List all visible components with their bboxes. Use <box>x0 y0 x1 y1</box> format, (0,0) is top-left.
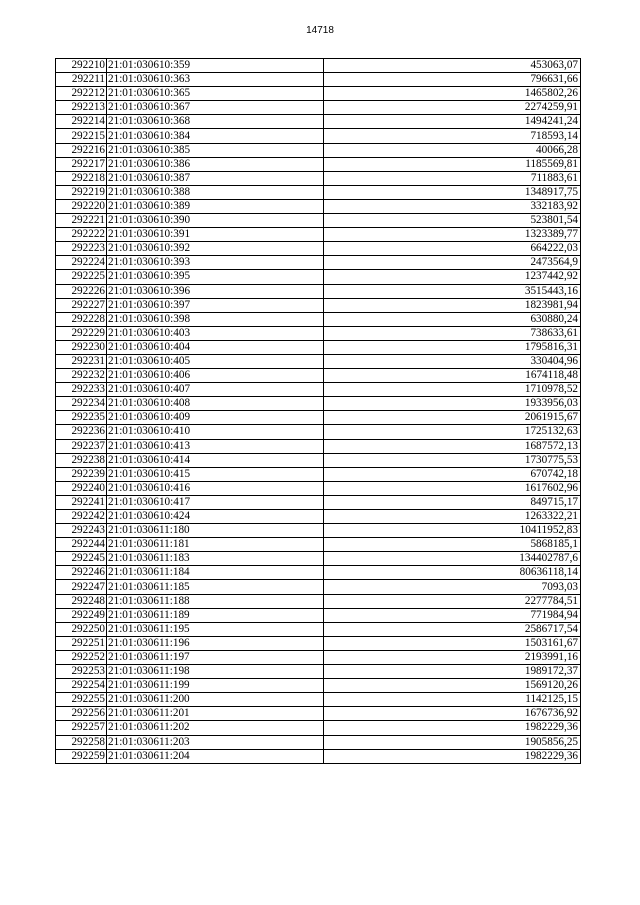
cadastral-value-cell: 1710978,52 <box>324 383 581 397</box>
cadastral-number-cell: 21:01:030610:410 <box>107 425 324 439</box>
row-number-cell: 292236 <box>56 425 107 439</box>
table-row <box>56 397 581 411</box>
cadastral-number-cell: 21:01:030610:385 <box>107 143 324 157</box>
table-row <box>56 566 581 580</box>
table-row <box>56 354 581 368</box>
cadastral-number-cell: 21:01:030611:195 <box>107 622 324 636</box>
row-number-cell: 292249 <box>56 608 107 622</box>
table-row <box>56 157 581 171</box>
row-number-cell: 292212 <box>56 87 107 101</box>
row-number-cell: 292230 <box>56 340 107 354</box>
cadastral-value-table <box>55 58 581 764</box>
row-number-cell: 292256 <box>56 707 107 721</box>
row-number-cell: 292244 <box>56 538 107 552</box>
table-row <box>56 735 581 749</box>
table-row <box>56 524 581 538</box>
row-number-cell: 292253 <box>56 665 107 679</box>
table-row <box>56 115 581 129</box>
cadastral-value-cell: 2193991,16 <box>324 650 581 664</box>
table-row <box>56 707 581 721</box>
table-row <box>56 495 581 509</box>
row-number-cell: 292252 <box>56 650 107 664</box>
table-row <box>56 256 581 270</box>
cadastral-number-cell: 21:01:030611:200 <box>107 693 324 707</box>
cadastral-number-cell: 21:01:030610:406 <box>107 369 324 383</box>
row-number-cell: 292221 <box>56 214 107 228</box>
row-number-cell: 292245 <box>56 552 107 566</box>
row-number-cell: 292219 <box>56 185 107 199</box>
cadastral-number-cell: 21:01:030610:368 <box>107 115 324 129</box>
row-number-cell: 292225 <box>56 270 107 284</box>
table-row <box>56 383 581 397</box>
cadastral-value-cell: 1503161,67 <box>324 636 581 650</box>
cadastral-number-cell: 21:01:030610:415 <box>107 467 324 481</box>
table-row <box>56 538 581 552</box>
cadastral-value-cell: 523801,54 <box>324 214 581 228</box>
cadastral-value-cell: 1795816,31 <box>324 340 581 354</box>
cadastral-number-cell: 21:01:030610:390 <box>107 214 324 228</box>
cadastral-number-cell: 21:01:030610:396 <box>107 284 324 298</box>
table-row <box>56 185 581 199</box>
table-row <box>56 242 581 256</box>
cadastral-value-cell: 664222,03 <box>324 242 581 256</box>
cadastral-value-cell: 1730775,53 <box>324 453 581 467</box>
cadastral-number-cell: 21:01:030611:199 <box>107 679 324 693</box>
table-row <box>56 636 581 650</box>
cadastral-number-cell: 21:01:030610:365 <box>107 87 324 101</box>
row-number-cell: 292218 <box>56 171 107 185</box>
cadastral-value-cell: 711883,61 <box>324 171 581 185</box>
cadastral-value-cell: 1237442,92 <box>324 270 581 284</box>
table-row <box>56 326 581 340</box>
table-row <box>56 340 581 354</box>
cadastral-value-cell: 134402787,6 <box>324 552 581 566</box>
cadastral-value-cell: 80636118,14 <box>324 566 581 580</box>
row-number-cell: 292233 <box>56 383 107 397</box>
table-row <box>56 693 581 707</box>
table-row <box>56 580 581 594</box>
row-number-cell: 292228 <box>56 312 107 326</box>
table-row <box>56 143 581 157</box>
row-number-cell: 292237 <box>56 439 107 453</box>
cadastral-value-cell: 771984,94 <box>324 608 581 622</box>
table-row <box>56 369 581 383</box>
cadastral-number-cell: 21:01:030610:392 <box>107 242 324 256</box>
table-row <box>56 101 581 115</box>
cadastral-value-cell: 1982229,36 <box>324 721 581 735</box>
cadastral-number-cell: 21:01:030610:403 <box>107 326 324 340</box>
table-row <box>56 679 581 693</box>
cadastral-value-cell: 40066,28 <box>324 143 581 157</box>
table-row <box>56 594 581 608</box>
table-row <box>56 467 581 481</box>
cadastral-value-cell: 1263322,21 <box>324 510 581 524</box>
cadastral-value-cell: 630880,24 <box>324 312 581 326</box>
cadastral-value-cell: 2586717,54 <box>324 622 581 636</box>
cadastral-value-cell: 332183,92 <box>324 199 581 213</box>
cadastral-value-cell: 1323389,77 <box>324 228 581 242</box>
table-row <box>56 453 581 467</box>
row-number-cell: 292220 <box>56 199 107 213</box>
table-row <box>56 439 581 453</box>
cadastral-value-cell: 1185569,81 <box>324 157 581 171</box>
row-number-cell: 292247 <box>56 580 107 594</box>
cadastral-value-cell: 1617602,96 <box>324 481 581 495</box>
row-number-cell: 292215 <box>56 129 107 143</box>
cadastral-value-cell: 3515443,16 <box>324 284 581 298</box>
cadastral-number-cell: 21:01:030610:397 <box>107 298 324 312</box>
cadastral-number-cell: 21:01:030610:398 <box>107 312 324 326</box>
table-row <box>56 214 581 228</box>
cadastral-value-cell: 10411952,83 <box>324 524 581 538</box>
row-number-cell: 292224 <box>56 256 107 270</box>
table-row <box>56 298 581 312</box>
cadastral-number-cell: 21:01:030610:409 <box>107 411 324 425</box>
table-row <box>56 481 581 495</box>
cadastral-number-cell: 21:01:030610:388 <box>107 185 324 199</box>
row-number-cell: 292254 <box>56 679 107 693</box>
cadastral-value-cell: 1142125,15 <box>324 693 581 707</box>
row-number-cell: 292227 <box>56 298 107 312</box>
cadastral-number-cell: 21:01:030611:204 <box>107 749 324 763</box>
table-row <box>56 665 581 679</box>
cadastral-value-cell: 1982229,36 <box>324 749 581 763</box>
cadastral-number-cell: 21:01:030611:197 <box>107 650 324 664</box>
cadastral-value-cell: 670742,18 <box>324 467 581 481</box>
table-row <box>56 622 581 636</box>
table-row <box>56 425 581 439</box>
cadastral-number-cell: 21:01:030610:389 <box>107 199 324 213</box>
cadastral-number-cell: 21:01:030610:424 <box>107 510 324 524</box>
row-number-cell: 292239 <box>56 467 107 481</box>
cadastral-value-cell: 1348917,75 <box>324 185 581 199</box>
row-number-cell: 292258 <box>56 735 107 749</box>
table-row <box>56 510 581 524</box>
table-row <box>56 749 581 763</box>
cadastral-number-cell: 21:01:030610:407 <box>107 383 324 397</box>
cadastral-number-cell: 21:01:030610:405 <box>107 354 324 368</box>
row-number-cell: 292248 <box>56 594 107 608</box>
row-number-cell: 292229 <box>56 326 107 340</box>
cadastral-value-cell: 1674118,48 <box>324 369 581 383</box>
cadastral-value-cell: 1494241,24 <box>324 115 581 129</box>
row-number-cell: 292214 <box>56 115 107 129</box>
cadastral-number-cell: 21:01:030610:404 <box>107 340 324 354</box>
cadastral-number-cell: 21:01:030611:189 <box>107 608 324 622</box>
cadastral-number-cell: 21:01:030611:180 <box>107 524 324 538</box>
row-number-cell: 292251 <box>56 636 107 650</box>
row-number-cell: 292213 <box>56 101 107 115</box>
cadastral-value-cell: 1687572,13 <box>324 439 581 453</box>
table-row <box>56 608 581 622</box>
page-number: 14718 <box>306 25 334 36</box>
cadastral-value-cell: 796631,66 <box>324 73 581 87</box>
row-number-cell: 292246 <box>56 566 107 580</box>
row-number-cell: 292234 <box>56 397 107 411</box>
cadastral-value-cell: 1725132,63 <box>324 425 581 439</box>
cadastral-number-cell: 21:01:030610:417 <box>107 495 324 509</box>
cadastral-value-cell: 738633,61 <box>324 326 581 340</box>
row-number-cell: 292222 <box>56 228 107 242</box>
cadastral-value-cell: 718593,14 <box>324 129 581 143</box>
cadastral-number-cell: 21:01:030610:391 <box>107 228 324 242</box>
cadastral-number-cell: 21:01:030610:395 <box>107 270 324 284</box>
table-row <box>56 73 581 87</box>
cadastral-number-cell: 21:01:030611:196 <box>107 636 324 650</box>
cadastral-value-cell: 1823981,94 <box>324 298 581 312</box>
table-row <box>56 312 581 326</box>
table-row <box>56 171 581 185</box>
row-number-cell: 292243 <box>56 524 107 538</box>
row-number-cell: 292238 <box>56 453 107 467</box>
cadastral-number-cell: 21:01:030610:359 <box>107 59 324 73</box>
cadastral-number-cell: 21:01:030610:384 <box>107 129 324 143</box>
cadastral-number-cell: 21:01:030610:387 <box>107 171 324 185</box>
cadastral-number-cell: 21:01:030610:416 <box>107 481 324 495</box>
row-number-cell: 292259 <box>56 749 107 763</box>
cadastral-value-cell: 7093,03 <box>324 580 581 594</box>
cadastral-value-cell: 1465802,26 <box>324 87 581 101</box>
cadastral-number-cell: 21:01:030611:201 <box>107 707 324 721</box>
cadastral-value-cell: 2274259,91 <box>324 101 581 115</box>
row-number-cell: 292255 <box>56 693 107 707</box>
row-number-cell: 292232 <box>56 369 107 383</box>
cadastral-number-cell: 21:01:030611:183 <box>107 552 324 566</box>
cadastral-value-cell: 1989172,37 <box>324 665 581 679</box>
cadastral-number-cell: 21:01:030610:413 <box>107 439 324 453</box>
row-number-cell: 292210 <box>56 59 107 73</box>
table-row <box>56 199 581 213</box>
cadastral-value-cell: 1676736,92 <box>324 707 581 721</box>
cadastral-number-cell: 21:01:030611:203 <box>107 735 324 749</box>
table-row <box>56 59 581 73</box>
cadastral-number-cell: 21:01:030611:185 <box>107 580 324 594</box>
cadastral-value-cell: 5868185,1 <box>324 538 581 552</box>
cadastral-value-cell: 2277784,51 <box>324 594 581 608</box>
row-number-cell: 292242 <box>56 510 107 524</box>
table-row <box>56 411 581 425</box>
row-number-cell: 292241 <box>56 495 107 509</box>
cadastral-number-cell: 21:01:030611:184 <box>107 566 324 580</box>
table-row <box>56 552 581 566</box>
cadastral-number-cell: 21:01:030611:188 <box>107 594 324 608</box>
table-body <box>56 59 581 764</box>
cadastral-number-cell: 21:01:030611:181 <box>107 538 324 552</box>
row-number-cell: 292231 <box>56 354 107 368</box>
row-number-cell: 292211 <box>56 73 107 87</box>
cadastral-number-cell: 21:01:030610:393 <box>107 256 324 270</box>
cadastral-number-cell: 21:01:030611:202 <box>107 721 324 735</box>
cadastral-value-cell: 1905856,25 <box>324 735 581 749</box>
cadastral-value-cell: 453063,07 <box>324 59 581 73</box>
table-row <box>56 129 581 143</box>
row-number-cell: 292216 <box>56 143 107 157</box>
row-number-cell: 292257 <box>56 721 107 735</box>
cadastral-value-cell: 2061915,67 <box>324 411 581 425</box>
cadastral-value-cell: 1569120,26 <box>324 679 581 693</box>
table-row <box>56 270 581 284</box>
cadastral-number-cell: 21:01:030610:363 <box>107 73 324 87</box>
table-row <box>56 87 581 101</box>
cadastral-number-cell: 21:01:030611:198 <box>107 665 324 679</box>
table-row <box>56 228 581 242</box>
cadastral-number-cell: 21:01:030610:414 <box>107 453 324 467</box>
table-row <box>56 721 581 735</box>
cadastral-number-cell: 21:01:030610:408 <box>107 397 324 411</box>
row-number-cell: 292223 <box>56 242 107 256</box>
row-number-cell: 292226 <box>56 284 107 298</box>
cadastral-value-cell: 849715,17 <box>324 495 581 509</box>
row-number-cell: 292235 <box>56 411 107 425</box>
table-row <box>56 284 581 298</box>
table-row <box>56 650 581 664</box>
row-number-cell: 292240 <box>56 481 107 495</box>
cadastral-value-cell: 330404,96 <box>324 354 581 368</box>
cadastral-value-cell: 2473564,9 <box>324 256 581 270</box>
row-number-cell: 292217 <box>56 157 107 171</box>
cadastral-number-cell: 21:01:030610:367 <box>107 101 324 115</box>
row-number-cell: 292250 <box>56 622 107 636</box>
cadastral-number-cell: 21:01:030610:386 <box>107 157 324 171</box>
cadastral-value-cell: 1933956,03 <box>324 397 581 411</box>
